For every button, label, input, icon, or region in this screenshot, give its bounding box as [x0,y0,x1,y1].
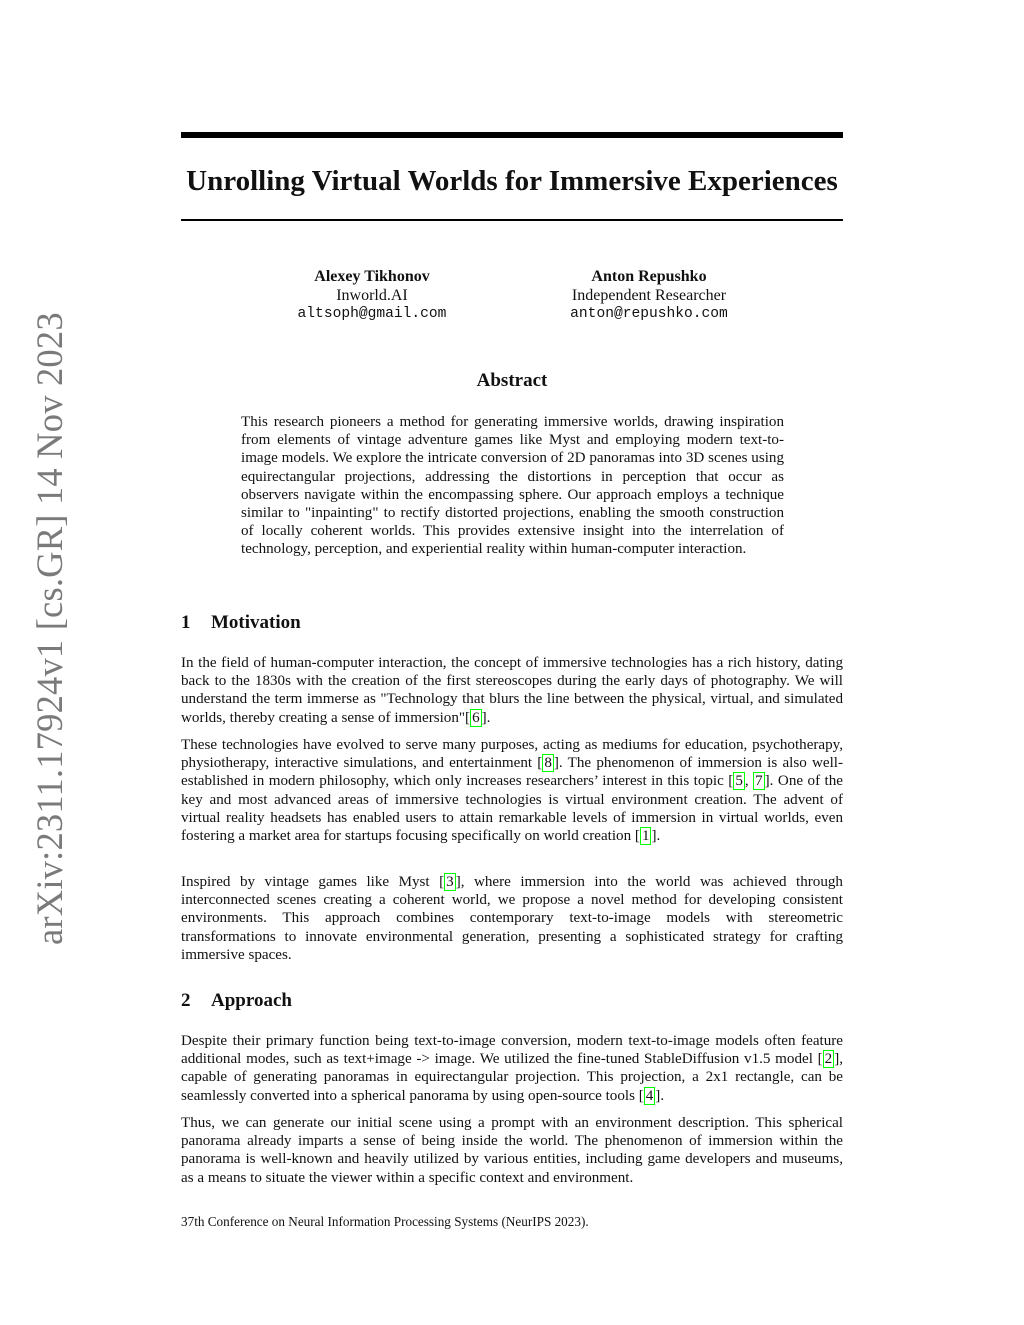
motivation-paragraph-2 [181,736,843,845]
section-title: Approach [211,990,292,1011]
author-email: altsoph@gmail.com [297,306,447,322]
approach-paragraph-1 [181,1032,843,1105]
paragraph-text: In the field of human-computer interaction, the concept of immersive technologies has a rich history, dating back to the 1830s with the creation of the first stereoscopes during the early days of photography. We will understand the term immerse as "Technology that blurs the line between the physical, virtual, and simulated worlds, thereby creating a sense of immersion"[ [181,655,843,726]
author-affiliation: Independent Researcher [571,286,727,304]
abstract-heading: Abstract [476,370,548,391]
conference-footnote: 37th Conference on Neural Information Processing Systems (NeurIPS 2023). [181,1214,589,1229]
paragraph-text: ]. One of the key and most advanced areas of immersive technologies is virtual environment creation. The advent of virtual reality headsets has enabled users to attain remarkable levels of immersion in virtual worlds, even fostering a market area for startups focusing specifically on world creation [ [181,773,843,845]
paragraph-text: ]. The phenomenon of immersion is also well-established in modern philosophy, which only increases researchers’ interest in this topic [ [181,755,844,790]
title-top-rule [181,132,843,138]
author-name: Anton Repushko [591,268,707,285]
approach-paragraph-2 [181,1114,843,1187]
citation-link[interactable]: 3 [446,874,454,890]
author-block-1 [270,268,474,324]
paragraph-text: Despite their primary function being text-to-image conversion, modern text-to-image models often feature additional modes, such as text+image -> image. We utilized the fine-tuned StableDiffusion v1.5 model [ [181,1033,843,1068]
motivation-paragraph-1 [181,654,843,727]
abstract-text: This research pioneers a method for generating immersive worlds, drawing inspiration from elements of vintage adventure games like Myst and employing modern text-to-image models. We explore the intricate conversion of 2D panoramas into 3D scenes using equirectangular projections, addressing the distortions in perception that occur as observers navigate within the encompassing sphere. Our approach employs a technique similar to "inpainting" to rectify distorted projections, enabling the smooth construction of locally coherent worlds. This provides extensive insight into the interrelation of technology, perception, and experiential reality within human-computer interaction. [241,414,784,558]
paragraph-text: ], where immersion into the world was achieved through interconnected scenes creating a coherent world, we propose a novel method for developing consistent environments. This approach combines contemporary text-to-image models with stereometric transformations to innovate environmental generation, presenting a sophisticated strategy for crafting immersive spaces. [181,874,843,963]
author-block-2 [548,268,750,324]
title-bottom-rule [181,219,843,221]
paper-title: Unrolling Virtual Worlds for Immersive Experiences [186,165,838,197]
citation-link[interactable]: 2 [824,1051,833,1068]
motivation-paragraph-3 [181,873,843,964]
citation-link[interactable]: 1 [641,828,650,845]
section-number: 1 [181,612,191,633]
paragraph-text: ]. [651,828,661,845]
citation-link[interactable]: 4 [645,1087,654,1104]
paragraph-text: ], capable of generating panoramas in equirectangular projection. This projection, a 2x1 rectangle, can be seamlessly converted into a spherical panorama by using open-source tools [ [181,1051,843,1104]
section-heading-approach [181,990,843,1012]
author-affiliation: Inworld.AI [336,286,408,304]
author-email: anton@repushko.com [570,306,728,322]
section-title: Motivation [211,612,301,633]
citation-link[interactable]: 8 [544,755,552,772]
citation-link[interactable]: 6 [472,709,480,726]
paragraph-text: , [744,773,754,790]
citation-link[interactable]: 7 [755,773,763,790]
paragraph-text: These technologies have evolved to serve many purposes, acting as mediums for education, psychotherapy, physiotherapy, interactive simulations, and entertainment [ [181,737,843,772]
paragraph-text: Inspired by vintage games like Myst [ [181,874,445,890]
paragraph-text: Thus, we can generate our initial scene using a prompt with an environment description. This spherical panorama already imparts a sense of being inside the world. The phenomenon of immersion within the panorama is well-known and heavily utilized by various entities, including game developers and museums, as a means to situate the viewer within a specific context and environment. [181,1115,843,1186]
paragraph-text: ]. [481,709,491,726]
citation-link[interactable]: 5 [735,773,743,790]
paragraph-text: ]. [655,1087,665,1104]
arxiv-identifier-margin: arXiv:2311.17924v1 [cs.GR] 14 Nov 2023 [29,312,70,945]
author-name: Alexey Tikhonov [314,268,430,285]
section-heading-motivation [181,612,843,634]
section-number: 2 [181,990,191,1011]
